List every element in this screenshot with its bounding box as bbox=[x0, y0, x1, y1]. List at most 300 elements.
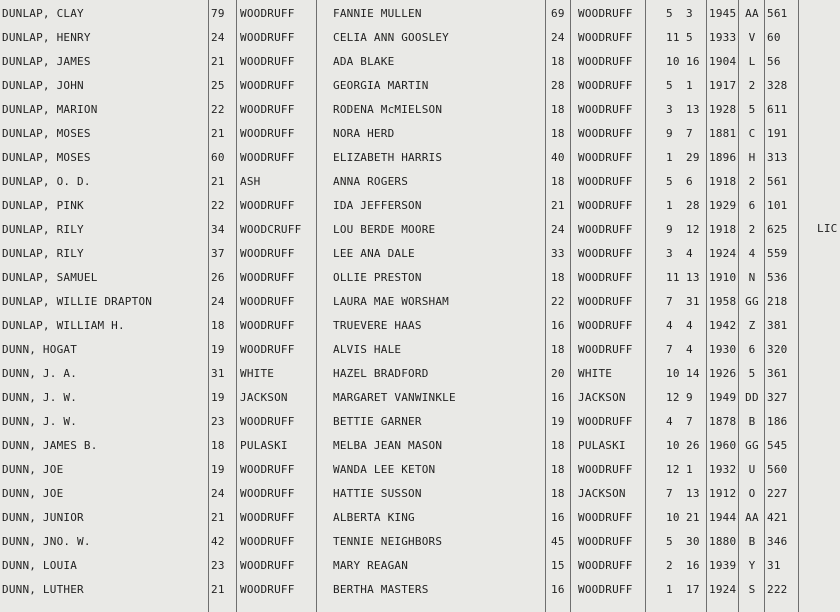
bride-age: 16 bbox=[551, 511, 565, 524]
marriage-year: 1928 bbox=[709, 103, 737, 116]
marriage-month: 2 bbox=[666, 559, 673, 572]
groom-name: DUNN, JOE bbox=[2, 487, 64, 500]
bride-name: IDA JEFFERSON bbox=[333, 199, 422, 212]
marriage-month: 1 bbox=[666, 151, 673, 164]
record-book: 6 bbox=[748, 199, 756, 212]
groom-county: WOODRUFF bbox=[240, 535, 295, 548]
marriage-month: 10 bbox=[666, 55, 680, 68]
bride-county: JACKSON bbox=[578, 391, 626, 404]
record-page: 625 bbox=[767, 223, 788, 236]
groom-name: DUNN, J. W. bbox=[2, 415, 78, 428]
marriage-month: 9 bbox=[666, 223, 673, 236]
marriage-month: 11 bbox=[666, 271, 680, 284]
marriage-day: 1 bbox=[686, 463, 693, 476]
bride-age: 21 bbox=[551, 199, 565, 212]
groom-age: 22 bbox=[211, 103, 225, 116]
table-row bbox=[0, 218, 840, 242]
groom-age: 19 bbox=[211, 391, 225, 404]
table-row bbox=[0, 26, 840, 50]
marriage-day: 16 bbox=[686, 55, 700, 68]
marriage-month: 5 bbox=[666, 535, 673, 548]
marriage-month: 1 bbox=[666, 199, 673, 212]
record-book: 5 bbox=[748, 103, 756, 116]
marriage-day: 1 bbox=[686, 79, 693, 92]
groom-name: DUNLAP, WILLIAM H. bbox=[2, 319, 125, 332]
marriage-day: 13 bbox=[686, 487, 700, 500]
marriage-year: 1880 bbox=[709, 535, 737, 548]
marriage-year: 1930 bbox=[709, 343, 737, 356]
bride-county: WOODRUFF bbox=[578, 151, 633, 164]
bride-age: 19 bbox=[551, 415, 565, 428]
record-book: AA bbox=[745, 511, 759, 524]
marriage-month: 10 bbox=[666, 511, 680, 524]
record-page: 346 bbox=[767, 535, 788, 548]
bride-age: 18 bbox=[551, 103, 565, 116]
groom-county: WOODRUFF bbox=[240, 463, 295, 476]
marriage-year: 1910 bbox=[709, 271, 737, 284]
marriage-month: 5 bbox=[666, 7, 673, 20]
groom-age: 24 bbox=[211, 487, 225, 500]
marriage-day: 4 bbox=[686, 247, 693, 260]
marriage-day: 31 bbox=[686, 295, 700, 308]
marriage-day: 7 bbox=[686, 127, 693, 140]
marriage-year: 1917 bbox=[709, 79, 737, 92]
table-row bbox=[0, 362, 840, 386]
bride-county: WOODRUFF bbox=[578, 247, 633, 260]
bride-name: ALVIS HALE bbox=[333, 343, 402, 356]
record-page: 561 bbox=[767, 175, 788, 188]
bride-name: MELBA JEAN MASON bbox=[333, 439, 443, 452]
bride-name: CELIA ANN GOOSLEY bbox=[333, 31, 449, 44]
bride-name: BETTIE GARNER bbox=[333, 415, 422, 428]
bride-age: 18 bbox=[551, 343, 565, 356]
record-book: GG bbox=[745, 295, 759, 308]
table-row bbox=[0, 242, 840, 266]
bride-age: 33 bbox=[551, 247, 565, 260]
marriage-day: 6 bbox=[686, 175, 693, 188]
bride-name: GEORGIA MARTIN bbox=[333, 79, 429, 92]
marriage-day: 30 bbox=[686, 535, 700, 548]
groom-age: 18 bbox=[211, 439, 225, 452]
bride-name: NORA HERD bbox=[333, 127, 395, 140]
marriage-day: 21 bbox=[686, 511, 700, 524]
groom-name: DUNLAP, JOHN bbox=[2, 79, 84, 92]
record-page: 222 bbox=[767, 583, 788, 596]
bride-age: 16 bbox=[551, 319, 565, 332]
groom-age: 24 bbox=[211, 295, 225, 308]
groom-age: 21 bbox=[211, 55, 225, 68]
marriage-month: 5 bbox=[666, 175, 673, 188]
marriage-month: 10 bbox=[666, 439, 680, 452]
marriage-day: 16 bbox=[686, 559, 700, 572]
table-row bbox=[0, 170, 840, 194]
groom-name: DUNLAP, HENRY bbox=[2, 31, 91, 44]
record-page: 381 bbox=[767, 319, 788, 332]
groom-county: WOODRUFF bbox=[240, 271, 295, 284]
table-row bbox=[0, 530, 840, 554]
groom-name: DUNN, LUTHER bbox=[2, 583, 84, 596]
groom-county: WOODRUFF bbox=[240, 31, 295, 44]
marriage-year: 1945 bbox=[709, 7, 737, 20]
bride-name: LAURA MAE WORSHAM bbox=[333, 295, 449, 308]
bride-name: MARY REAGAN bbox=[333, 559, 409, 572]
bride-name: TENNIE NEIGHBORS bbox=[333, 535, 443, 548]
groom-age: 23 bbox=[211, 559, 225, 572]
marriage-year: 1939 bbox=[709, 559, 737, 572]
groom-name: DUNN, JUNIOR bbox=[2, 511, 84, 524]
bride-county: WOODRUFF bbox=[578, 295, 633, 308]
bride-age: 18 bbox=[551, 175, 565, 188]
bride-age: 69 bbox=[551, 7, 565, 20]
record-page: 186 bbox=[767, 415, 788, 428]
groom-county: WOODRUFF bbox=[240, 343, 295, 356]
bride-age: 18 bbox=[551, 55, 565, 68]
marriage-day: 9 bbox=[686, 391, 693, 404]
groom-name: DUNLAP, MOSES bbox=[2, 127, 91, 140]
bride-county: WOODRUFF bbox=[578, 583, 633, 596]
bride-name: ADA BLAKE bbox=[333, 55, 395, 68]
record-page: 56 bbox=[767, 55, 781, 68]
record-page: 313 bbox=[767, 151, 788, 164]
marriage-year: 1949 bbox=[709, 391, 737, 404]
bride-county: WOODRUFF bbox=[578, 271, 633, 284]
groom-name: DUNLAP, SAMUEL bbox=[2, 271, 98, 284]
marriage-year: 1912 bbox=[709, 487, 737, 500]
table-row bbox=[0, 74, 840, 98]
record-page: 227 bbox=[767, 487, 788, 500]
marriage-day: 28 bbox=[686, 199, 700, 212]
bride-county: WOODRUFF bbox=[578, 175, 633, 188]
table-row bbox=[0, 434, 840, 458]
groom-name: DUNN, LOUIA bbox=[2, 559, 78, 572]
record-book: 6 bbox=[748, 343, 756, 356]
groom-name: DUNLAP, RILY bbox=[2, 223, 84, 236]
record-page: 536 bbox=[767, 271, 788, 284]
bride-age: 40 bbox=[551, 151, 565, 164]
marriage-year: 1924 bbox=[709, 583, 737, 596]
bride-name: ALBERTA KING bbox=[333, 511, 415, 524]
marriage-day: 3 bbox=[686, 7, 693, 20]
bride-age: 18 bbox=[551, 487, 565, 500]
record-page: 361 bbox=[767, 367, 788, 380]
record-page: 60 bbox=[767, 31, 781, 44]
groom-age: 18 bbox=[211, 319, 225, 332]
bride-name: LOU BERDE MOORE bbox=[333, 223, 436, 236]
marriage-year: 1932 bbox=[709, 463, 737, 476]
groom-name: DUNLAP, CLAY bbox=[2, 7, 84, 20]
groom-county: WOODCRUFF bbox=[240, 223, 302, 236]
groom-age: 22 bbox=[211, 199, 225, 212]
table-row bbox=[0, 554, 840, 578]
marriage-year: 1918 bbox=[709, 175, 737, 188]
marriage-month: 3 bbox=[666, 247, 673, 260]
table-row bbox=[0, 410, 840, 434]
marriage-day: 12 bbox=[686, 223, 700, 236]
table-row bbox=[0, 482, 840, 506]
groom-name: DUNLAP, RILY bbox=[2, 247, 84, 260]
table-row bbox=[0, 338, 840, 362]
groom-age: 79 bbox=[211, 7, 225, 20]
bride-name: OLLIE PRESTON bbox=[333, 271, 422, 284]
groom-county: WOODRUFF bbox=[240, 151, 295, 164]
bride-name: MARGARET VANWINKLE bbox=[333, 391, 456, 404]
groom-age: 60 bbox=[211, 151, 225, 164]
record-book: O bbox=[748, 487, 756, 500]
bride-age: 24 bbox=[551, 31, 565, 44]
record-book: AA bbox=[745, 7, 759, 20]
bride-county: WOODRUFF bbox=[578, 511, 633, 524]
record-book: Y bbox=[748, 559, 756, 572]
record-page: 218 bbox=[767, 295, 788, 308]
marriage-month: 4 bbox=[666, 415, 673, 428]
groom-county: WOODRUFF bbox=[240, 199, 295, 212]
record-page: 559 bbox=[767, 247, 788, 260]
record-page: 328 bbox=[767, 79, 788, 92]
groom-county: PULASKI bbox=[240, 439, 288, 452]
table-row bbox=[0, 290, 840, 314]
bride-name: FANNIE MULLEN bbox=[333, 7, 422, 20]
marriage-day: 17 bbox=[686, 583, 700, 596]
record-book: 2 bbox=[748, 175, 756, 188]
marriage-month: 3 bbox=[666, 103, 673, 116]
marriage-month: 11 bbox=[666, 31, 680, 44]
bride-county: WOODRUFF bbox=[578, 319, 633, 332]
bride-county: WOODRUFF bbox=[578, 79, 633, 92]
groom-age: 31 bbox=[211, 367, 225, 380]
bride-county: WOODRUFF bbox=[578, 55, 633, 68]
bride-county: WOODRUFF bbox=[578, 7, 633, 20]
marriage-month: 10 bbox=[666, 367, 680, 380]
bride-county: WOODRUFF bbox=[578, 343, 633, 356]
bride-age: 22 bbox=[551, 295, 565, 308]
marriage-year: 1933 bbox=[709, 31, 737, 44]
table-row bbox=[0, 506, 840, 530]
bride-county: WOODRUFF bbox=[578, 223, 633, 236]
table-row bbox=[0, 578, 840, 602]
marriage-year: 1960 bbox=[709, 439, 737, 452]
bride-age: 28 bbox=[551, 79, 565, 92]
groom-age: 19 bbox=[211, 343, 225, 356]
bride-county: JACKSON bbox=[578, 487, 626, 500]
bride-county: PULASKI bbox=[578, 439, 626, 452]
groom-county: WOODRUFF bbox=[240, 511, 295, 524]
bride-name: BERTHA MASTERS bbox=[333, 583, 429, 596]
marriage-year: 1904 bbox=[709, 55, 737, 68]
record-book: S bbox=[748, 583, 756, 596]
marriage-year: 1926 bbox=[709, 367, 737, 380]
record-page: 561 bbox=[767, 7, 788, 20]
groom-county: WHITE bbox=[240, 367, 275, 380]
groom-age: 42 bbox=[211, 535, 225, 548]
groom-age: 26 bbox=[211, 271, 225, 284]
table-row bbox=[0, 98, 840, 122]
groom-county: WOODRUFF bbox=[240, 247, 295, 260]
bride-age: 16 bbox=[551, 391, 565, 404]
groom-name: DUNN, J. W. bbox=[2, 391, 78, 404]
groom-county: WOODRUFF bbox=[240, 103, 295, 116]
marriage-month: 1 bbox=[666, 583, 673, 596]
record-book: N bbox=[748, 271, 756, 284]
bride-age: 15 bbox=[551, 559, 565, 572]
bride-age: 18 bbox=[551, 271, 565, 284]
record-book: C bbox=[748, 127, 756, 140]
bride-county: WOODRUFF bbox=[578, 559, 633, 572]
bride-age: 18 bbox=[551, 439, 565, 452]
marriage-year: 1878 bbox=[709, 415, 737, 428]
bride-name: HATTIE SUSSON bbox=[333, 487, 422, 500]
groom-county: WOODRUFF bbox=[240, 415, 295, 428]
marriage-year: 1881 bbox=[709, 127, 737, 140]
record-page: 560 bbox=[767, 463, 788, 476]
marriage-month: 7 bbox=[666, 487, 673, 500]
record-page: 327 bbox=[767, 391, 788, 404]
margin-text: LIC bbox=[817, 222, 838, 235]
marriage-month: 4 bbox=[666, 319, 673, 332]
bride-county: WOODRUFF bbox=[578, 415, 633, 428]
bride-name: ELIZABETH HARRIS bbox=[333, 151, 443, 164]
record-book: H bbox=[748, 151, 756, 164]
marriage-month: 9 bbox=[666, 127, 673, 140]
bride-age: 18 bbox=[551, 463, 565, 476]
groom-age: 21 bbox=[211, 511, 225, 524]
marriage-year: 1929 bbox=[709, 199, 737, 212]
bride-name: TRUEVERE HAAS bbox=[333, 319, 422, 332]
record-page: 421 bbox=[767, 511, 788, 524]
table-row bbox=[0, 266, 840, 290]
table-row bbox=[0, 194, 840, 218]
groom-name: DUNLAP, MOSES bbox=[2, 151, 91, 164]
record-book: 2 bbox=[748, 79, 756, 92]
table-row bbox=[0, 146, 840, 170]
record-page: 101 bbox=[767, 199, 788, 212]
bride-age: 20 bbox=[551, 367, 565, 380]
groom-county: WOODRUFF bbox=[240, 583, 295, 596]
bride-county: WHITE bbox=[578, 367, 613, 380]
table-row bbox=[0, 458, 840, 482]
groom-name: DUNN, JOE bbox=[2, 463, 64, 476]
groom-name: DUNLAP, WILLIE DRAPTON bbox=[2, 295, 153, 308]
marriage-day: 14 bbox=[686, 367, 700, 380]
record-book: 2 bbox=[748, 223, 756, 236]
table-row bbox=[0, 2, 840, 26]
bride-county: WOODRUFF bbox=[578, 535, 633, 548]
record-book: U bbox=[748, 463, 756, 476]
marriage-day: 4 bbox=[686, 343, 693, 356]
bride-name: LEE ANA DALE bbox=[333, 247, 415, 260]
groom-name: DUNLAP, MARION bbox=[2, 103, 98, 116]
marriage-month: 5 bbox=[666, 79, 673, 92]
record-page: 31 bbox=[767, 559, 781, 572]
groom-name: DUNN, JAMES B. bbox=[2, 439, 98, 452]
groom-age: 23 bbox=[211, 415, 225, 428]
groom-county: WOODRUFF bbox=[240, 7, 295, 20]
groom-name: DUNLAP, PINK bbox=[2, 199, 84, 212]
bride-name: HAZEL BRADFORD bbox=[333, 367, 429, 380]
groom-age: 37 bbox=[211, 247, 225, 260]
groom-age: 25 bbox=[211, 79, 225, 92]
marriage-month: 12 bbox=[666, 391, 680, 404]
record-page: 545 bbox=[767, 439, 788, 452]
groom-age: 24 bbox=[211, 31, 225, 44]
groom-county: WOODRUFF bbox=[240, 295, 295, 308]
bride-age: 45 bbox=[551, 535, 565, 548]
record-book: DD bbox=[745, 391, 759, 404]
bride-age: 16 bbox=[551, 583, 565, 596]
marriage-month: 7 bbox=[666, 295, 673, 308]
marriage-day: 7 bbox=[686, 415, 693, 428]
bride-age: 24 bbox=[551, 223, 565, 236]
record-book: 4 bbox=[748, 247, 756, 260]
marriage-day: 13 bbox=[686, 103, 700, 116]
groom-county: WOODRUFF bbox=[240, 79, 295, 92]
bride-county: WOODRUFF bbox=[578, 199, 633, 212]
groom-name: DUNLAP, JAMES bbox=[2, 55, 91, 68]
record-book: GG bbox=[745, 439, 759, 452]
groom-county: ASH bbox=[240, 175, 261, 188]
marriage-month: 7 bbox=[666, 343, 673, 356]
groom-age: 21 bbox=[211, 127, 225, 140]
groom-age: 21 bbox=[211, 175, 225, 188]
table-row bbox=[0, 314, 840, 338]
record-book: B bbox=[748, 415, 756, 428]
groom-name: DUNN, J. A. bbox=[2, 367, 78, 380]
groom-county: WOODRUFF bbox=[240, 487, 295, 500]
bride-county: WOODRUFF bbox=[578, 103, 633, 116]
bride-county: WOODRUFF bbox=[578, 31, 633, 44]
groom-county: WOODRUFF bbox=[240, 127, 295, 140]
record-page: 191 bbox=[767, 127, 788, 140]
bride-name: ANNA ROGERS bbox=[333, 175, 409, 188]
groom-age: 21 bbox=[211, 583, 225, 596]
groom-county: WOODRUFF bbox=[240, 319, 295, 332]
groom-name: DUNN, HOGAT bbox=[2, 343, 78, 356]
groom-age: 34 bbox=[211, 223, 225, 236]
groom-county: WOODRUFF bbox=[240, 55, 295, 68]
marriage-day: 29 bbox=[686, 151, 700, 164]
marriage-year: 1942 bbox=[709, 319, 737, 332]
bride-age: 18 bbox=[551, 127, 565, 140]
marriage-year: 1896 bbox=[709, 151, 737, 164]
groom-county: WOODRUFF bbox=[240, 559, 295, 572]
table-row bbox=[0, 122, 840, 146]
marriage-day: 5 bbox=[686, 31, 693, 44]
table-row bbox=[0, 386, 840, 410]
groom-name: DUNN, JNO. W. bbox=[2, 535, 91, 548]
groom-age: 19 bbox=[211, 463, 225, 476]
record-book: Z bbox=[748, 319, 756, 332]
table-row bbox=[0, 50, 840, 74]
record-book: 5 bbox=[748, 367, 756, 380]
marriage-day: 4 bbox=[686, 319, 693, 332]
marriage-year: 1924 bbox=[709, 247, 737, 260]
marriage-year: 1958 bbox=[709, 295, 737, 308]
marriage-year: 1918 bbox=[709, 223, 737, 236]
bride-county: WOODRUFF bbox=[578, 463, 633, 476]
marriage-year: 1944 bbox=[709, 511, 737, 524]
record-page: 611 bbox=[767, 103, 788, 116]
groom-county: JACKSON bbox=[240, 391, 288, 404]
bride-name: WANDA LEE KETON bbox=[333, 463, 436, 476]
record-page: 320 bbox=[767, 343, 788, 356]
record-book: V bbox=[748, 31, 756, 44]
record-book: B bbox=[748, 535, 756, 548]
bride-county: WOODRUFF bbox=[578, 127, 633, 140]
marriage-month: 12 bbox=[666, 463, 680, 476]
groom-name: DUNLAP, O. D. bbox=[2, 175, 91, 188]
bride-name: RODENA McMIELSON bbox=[333, 103, 443, 116]
marriage-day: 26 bbox=[686, 439, 700, 452]
record-book: L bbox=[748, 55, 756, 68]
